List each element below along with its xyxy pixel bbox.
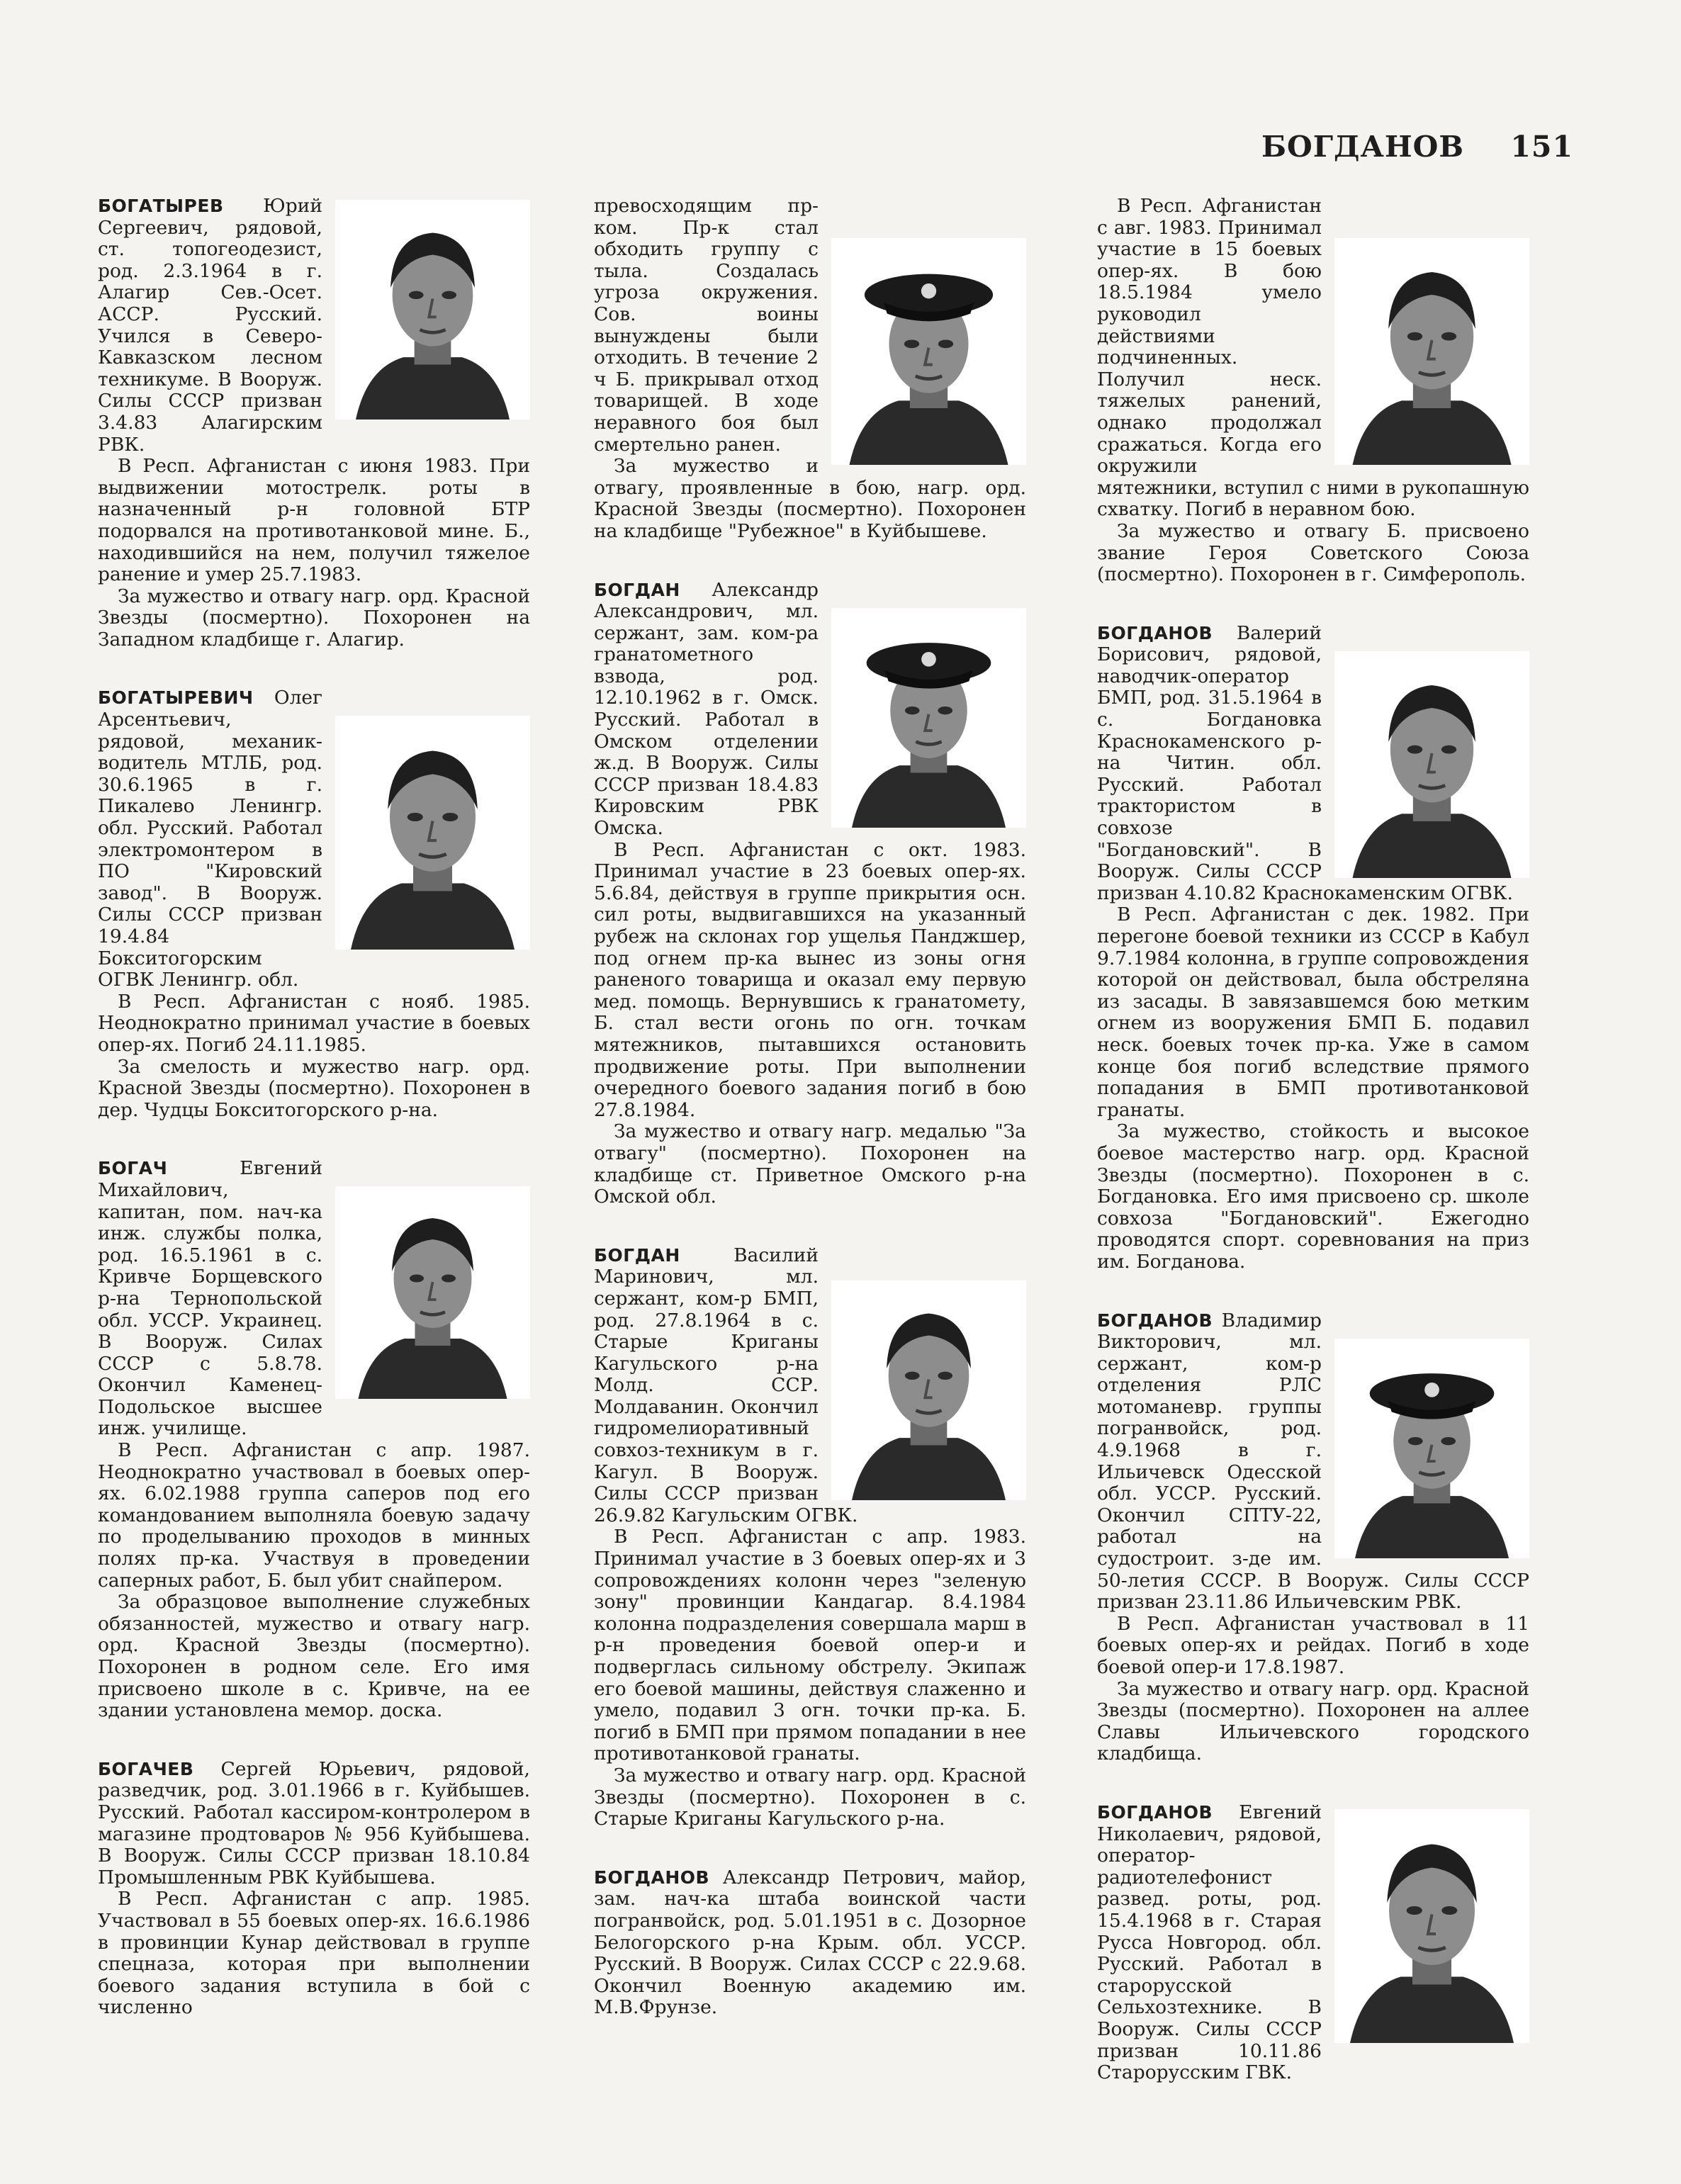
entry-name: БОГАЧЕВ [98,1758,194,1779]
portrait-photo [335,716,530,950]
column-1 [98,196,530,2056]
entry-bio: Юрий Сергеевич, рядовой, ст. топогеодезист, род. 2.3.1964 в г. Алагир Сев.-Осет. АССР. Русский. Учился в Северо-Кавказском лесном техникуме. В Вооруж. Силы СССР призван 3.4.83 Алагирским РВК. [98,195,322,456]
entry-name: БОГДАН [594,1244,680,1266]
column-3 [1097,196,1529,2121]
entry-bogdanov-evgeniy [1097,1802,1529,2084]
running-title: БОГДАНОВ [1261,130,1465,164]
portrait-photo [335,1186,530,1399]
portrait-photo [831,608,1026,828]
entry-bogdanov-vladimir [1097,1310,1529,1765]
entry-service: В Респ. Афганистан с июня 1983. При выдвижении мотострелк. роты в назначенный р-н головной БТР подорвался на противотанковой мине. Б., находившийся на нем, получил тяжелое ранение и умер 25.7.1983. [98,455,530,586]
entry-name: БОГДАН [594,579,680,600]
entry-bio: Евгений Николаевич, рядовой, оператор-радиотелефонист развед. роты, род. 15.4.1968 в г. Старая Русса Новгород. обл. Русский. Работал в старорусской Сельхозтехнике. В Вооруж. Силы СССР призван 10.11.86 Старорусским ГВК. [1097,1801,1322,2084]
entry-award: За мужество и отвагу Б. присвоено звание Героя Советского Союза (посмертно). Похоронен в г. Симферополь. [1097,519,1529,586]
entry-bio: Сергей Юрьевич, рядовой, разведчик, род. 3.01.1966 в г. Куйбышев. Русский. Работал кассиром-контролером в магазине продтоваров № 956 Куйбышева. В Вооруж. Силы СССР призван 18.10.84 Промышленным РВК Куйбышева. [98,1757,530,1889]
entry-bio: Александр Петрович, майор, зам. нач-ка штаба воинской части погранвойск, род. 5.01.1951 в с. Дозорное Белогорского р-на Крым. обл. УССР. Русский. В Вооруж. Силах СССР с 22.9.68. Окончил Военную академию им. М.В.Фрунзе. [594,1866,1026,2019]
entry-bio: Василий Маринович, мл. сержант, ком-р БМП, род. 27.8.1964 в с. Старые Криганы Кагульского р-на Молд. ССР. Молдаванин. Окончил гидромелиоративный совхоз-техникум в г. Кагул. В Вооруж. Силы СССР призван 26.9.82 Кагульским ОГВК. [594,1244,858,1526]
entry-award: За мужество и отвагу, проявленные в бою, нагр. орд. Красной Звезды (посмертно). Похоронен на кладбище "Рубежное" в Куйбышеве. [594,455,1026,542]
portrait-photo [335,200,530,420]
entry-service: В Респ. Афганистан с апр. 1987. Неоднократно участвовал в боевых опер-ях. 6.02.1988 группа саперов под его командованием выполняла боевую задачу по проделыванию проходов в минных полях пр-ка. Участвуя в проведении саперных работ, Б. был убит снайпером. [98,1439,530,1592]
entry-name: БОГДАНОВ [1097,1801,1213,1823]
entry-award: За мужество и отвагу нагр. медалью "За отвагу" (посмертно). Похоронен на кладбище ст. Приветное Омского р-на Омской обл. [594,1120,1026,1208]
entry-bogdan-vasiliy [594,1245,1026,1830]
entry-bio: Евгений Михайлович, капитан, пом. нач-ка инж. службы полка, род. 16.5.1961 в с. Кривче Борщевского р-на Тернопольской обл. УССР. Украинец. В Вооруж. Силах СССР с 5.8.78. Окончил Каменец-Подольское высшее инж. училище. [98,1157,322,1440]
entry-bio: Владимир Викторович, мл. сержант, ком-р отделения РЛС мотоманевр. группы погранвойск, род. 4.9.1968 в г. Ильичевск Одесской обл. УССР. Русский. Окончил СПТУ-22, работал на судостроит. з-де им. 50-летия СССР. В Вооруж. Силы СССР призван 23.11.86 Ильичевским РВК. [1097,1309,1529,1614]
entry-name: БОГАЧ [98,1158,168,1179]
entry-award: За мужество, стойкость и высокое боевое мастерство нагр. орд. Красной Звезды (посмертно). Похоронен в с. Богдановка. Его имя присвоено ср. школе совхоза "Богдановский". Ежегодно проводятся спорт. соревнования на приз им. Богданова. [1097,1120,1529,1273]
page-number: 151 [1510,130,1573,164]
entry-service: В Респ. Афганистан с авг. 1983. Принимал участие в 15 боевых опер-ях. В бою 18.5.1984 умело руководил действиями подчиненных. Получил неск. тяжелых ранений, однако продолжал сражаться. Когда его окружили мятежники, вступил с ними в рукопашную схватку. Погиб в неравном бою. [1097,195,1529,521]
entry-bogatyrev [98,196,530,651]
entry-service-continued: превосходящим пр-ком. Пр-к стал обходить группу с тыла. Создалась угроза окружения. Сов. воины вынуждены были отходить. В течение 2 ч Б. прикрывал отход товарищей. В ходе неравного боя был смертельно ранен. [594,195,819,456]
entry-bogdanov-valeriy [1097,623,1529,1273]
entry-award: За образцовое выполнение служебных обязанностей, мужество и отвагу нагр. орд. Красной Звезды (посмертно). Похоронен в родном селе. Его имя присвоено школе в с. Кривче, на ее здании установлена мемор. доска. [98,1591,530,1722]
entry-service: В Респ. Афганистан с окт. 1983. Принимал участие в 23 боевых опер-ях. 5.6.84, действуя в группе прикрытия осн. сил роты, выдвигавшихся на указанный рубеж на склонах гор ущелья Панджшер, под огнем пр-ка вынес из зоны огня раненого товарища и оказал ему первую мед. помощь. Вернувшись к гранатомету, Б. стал вести огонь по огн. точкам мятежников, пытавшихся остановить продвижение роты. При выполнении очередного боевого задания погиб в бою 27.8.1984. [594,838,1026,1121]
entry-award: За смелость и мужество нагр. орд. Красной Звезды (посмертно). Похоронен в дер. Чудцы Бокситогорского р-на. [98,1055,530,1121]
entry-bogatyrevich [98,687,530,1121]
portrait-photo [1334,651,1529,878]
portrait-photo [1334,1339,1529,1558]
entry-name: БОГДАНОВ [1097,1310,1213,1331]
entry-bogdanov-aleksandr [594,1867,1026,2019]
entry-bogdan-aleksandr [594,580,1026,1208]
entry-name: БОГДАНОВ [594,1867,710,1888]
page-header [1261,122,1573,171]
entry-bogach [98,1158,530,1721]
entry-name: БОГАТЫРЕВИЧ [98,687,254,709]
entry-service: В Респ. Афганистан с апр. 1985. Участвовал в 55 боевых опер-ях. 16.6.1986 в провинции Кунар действовал в группе спецназа, которая при выполнении боевого задания вступила в бой с численно [98,1888,530,2019]
entry-bogdanov-aleksandr-continued [1097,196,1529,586]
entry-name: БОГАТЫРЕВ [98,196,224,216]
entry-award: За мужество и отвагу нагр. орд. Красной Звезды (посмертно). Похоронен в с. Старые Криганы Кагульского р-на. [594,1764,1026,1830]
portrait-photo [831,1280,1026,1500]
entry-service: В Респ. Афганистан с нояб. 1985. Неоднократно принимал участие в боевых опер-ях. Погиб 24.11.1985. [98,990,530,1056]
portrait-photo [1334,1809,1529,2043]
entry-bogachev-continued [594,196,1026,543]
entry-service: В Респ. Афганистан участвовал в 11 боевых опер-ях и рейдах. Погиб в ходе боевой опер-и 17.8.1987. [1097,1612,1529,1678]
entry-bio: Валерий Борисович, рядовой, наводчик-оператор БМП, род. 31.5.1964 в с. Богдановка Краснокаменского р-на Читин. обл. Русский. Работал трактористом в совхозе "Богдановский". В Вооруж. Силы СССР призван 4.10.82 Краснокаменским ОГВК. [1097,621,1513,904]
entry-award: За мужество и отвагу нагр. орд. Красной Звезды (посмертно). Похоронен на аллее Славы Ильичевского городского кладбища. [1097,1677,1529,1765]
entry-bogachev [98,1759,530,2019]
entry-bio: Александр Александрович, мл. сержант, зам. ком-ра гранатометного взвода, род. 12.10.1962 в г. Омск. Русский. Работал в Омском отделении ж.д. В Вооруж. Силы СССР призван 18.4.83 Кировским РВК Омска. [594,578,819,840]
portrait-photo [831,238,1026,465]
entry-bio: Олег Арсентьевич, рядовой, механик-водитель МТЛБ, род. 30.6.1965 в г. Пикалево Ленингр. обл. Русский. Работал электромонтером в ПО "Кировский завод". В Вооруж. Силы СССР призван 19.4.84 Бокситогорским ОГВК Ленингр. обл. [98,687,322,991]
entry-name: БОГДАНОВ [1097,622,1213,643]
entry-award: За мужество и отвагу нагр. орд. Красной Звезды (посмертно). Похоронен на Западном кладбище г. Алагир. [98,585,530,651]
column-2 [594,196,1026,2056]
portrait-photo [1334,238,1529,465]
entry-service: В Респ. Афганистан с дек. 1982. При перегоне боевой техники из СССР в Кабул 9.7.1984 колонна, в группе сопровождения которой он действовал, была обстреляна из засады. В завязавшемся бою метким огнем из вооружения БМП Б. подавил неск. боевых точек пр-ка. Уже в самом конце боя погиб вследствие прямого попадания в БМП противотанковой гранаты. [1097,904,1529,1121]
entry-service: В Респ. Афганистан с апр. 1983. Принимал участие в 3 боевых опер-ях и 3 сопровождениях колонн через "зеленую зону" провинции Кандагар. 8.4.1984 колонна подразделения совершала марш в р-н проведения боевой опер-и и подверглась сильному обстрелу. Экипаж его боевой машины, действуя слаженно и умело, подавил 3 огн. точки пр-ка. Б. погиб в БМП при прямом попадании в нее противотанковой гранаты. [594,1526,1026,1765]
